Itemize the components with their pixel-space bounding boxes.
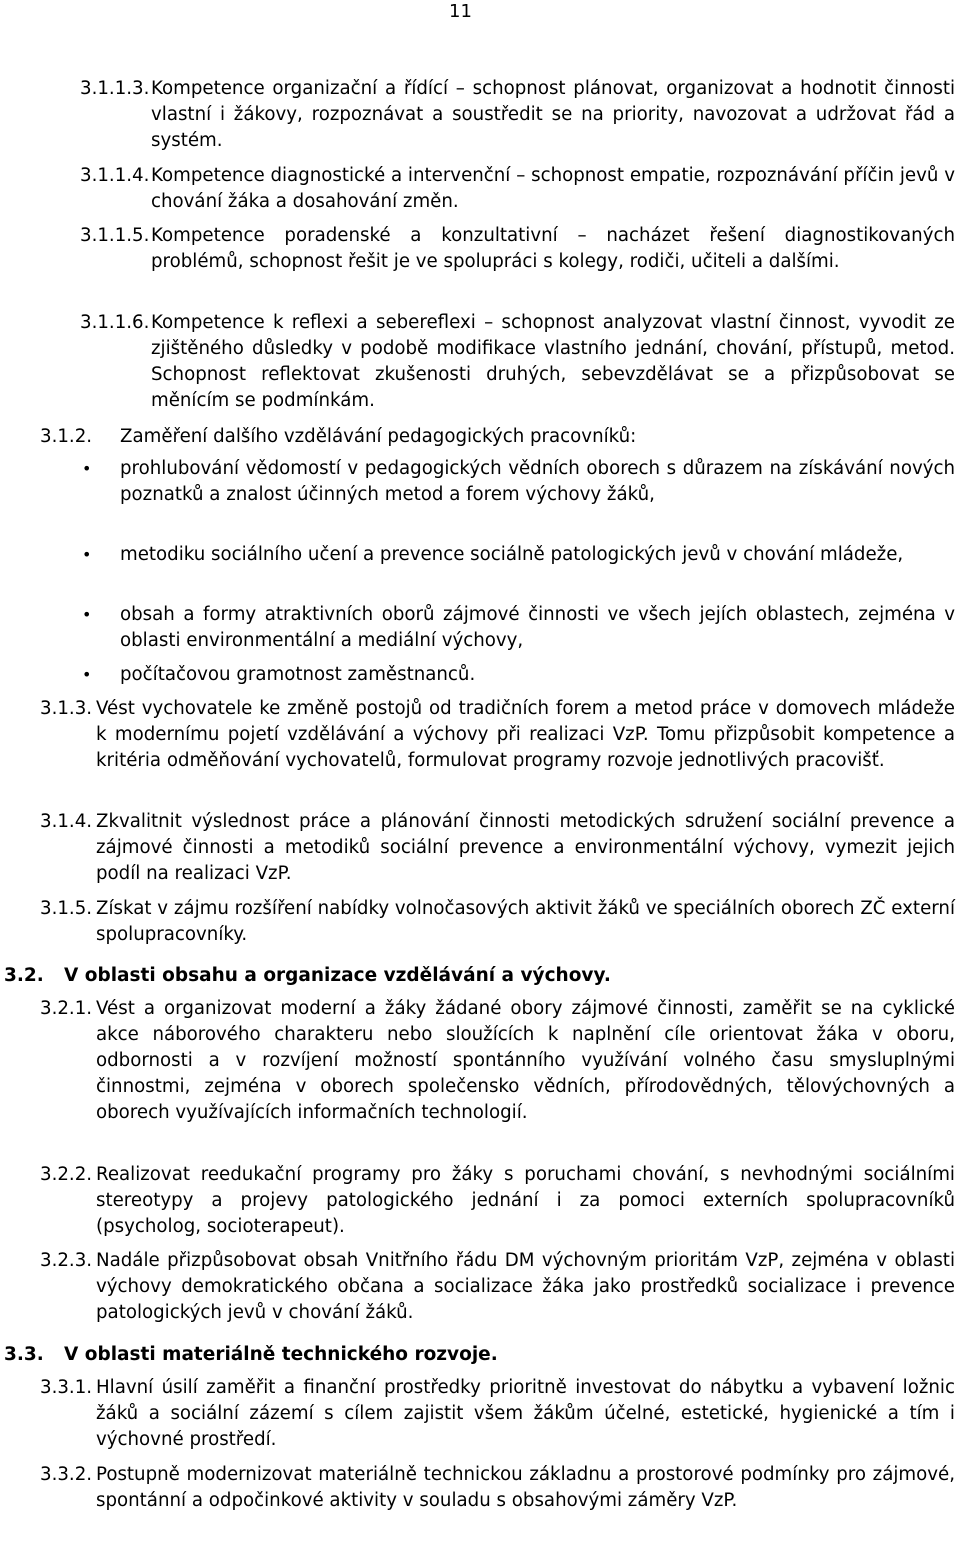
section-text: Získat v zájmu rozšíření nabídky volnočasových aktivit žáků ve speciálních oborech ZČ externí spolupracovníky.	[96, 898, 955, 945]
section-text: Vést a organizovat moderní a žáky žádané obory zájmové činnosti, zaměřit se na cyklické akce náborového charakteru nebo sloužících k naplnění cíle orientovat žáka v oboru, odbornosti a v rozvíjení možností spontánního využívání volného času smysluplnými činnostmi, zejména v oborech společensko vědních, přírodovědných, tělovýchovných a oborech využívajících informačních technologií.	[96, 998, 955, 1123]
section-3-2-1	[40, 996, 955, 1126]
section-text: Hlavní úsilí zaměřit a finanční prostředky prioritně investovat do nábytku a vybavení ložnic žáků a sociální zázemí s cílem zajistit všem žákům účelné, estetické, hygienické a tím i výchovné prostředí.	[96, 1377, 955, 1450]
section-number: 3.3.2.	[40, 1464, 93, 1485]
section-3-1-1-3	[80, 76, 955, 154]
list-item	[82, 602, 955, 654]
bullet-icon: •	[82, 545, 92, 564]
section-text: Kompetence poradenské a konzultativní – nacházet řešení diagnostikovaných problémů, schopnost řešit je ve spolupráci s kolegy, rodiči, učiteli a dalšími.	[151, 225, 955, 272]
section-3-1-5	[40, 896, 955, 948]
section-3-2-3	[40, 1248, 955, 1326]
heading-text: V oblasti obsahu a organizace vzdělávání a výchovy.	[64, 965, 611, 986]
section-3-1-1-6	[80, 310, 955, 414]
section-text: Kompetence organizační a řídící – schopnost plánovat, organizovat a hodnotit činnosti vlastní i žákovy, rozpoznávat a soustředit se na priority, navozovat a udržovat řád a systém.	[151, 78, 955, 151]
section-number: 3.2.3.	[40, 1250, 93, 1271]
section-3-1-1-4	[80, 163, 955, 215]
section-text: Nadále přizpůsobovat obsah Vnitřního řádu DM výchovným prioritám VzP, zejména v oblasti výchovy demokratického občana a socializace žáka jako prostředků socializace i prevence patologických jevů v chování žáků.	[96, 1250, 955, 1323]
heading-3-2	[4, 963, 611, 989]
page-number: 11	[449, 1, 472, 22]
list-item-text: obsah a formy atraktivních oborů zájmové činnosti ve všech jejích oblastech, zejména v oblasti environmentální a mediální výchovy,	[120, 604, 955, 651]
bullet-icon: •	[82, 605, 92, 624]
section-text: Postupně modernizovat materiálně technickou základnu a prostorové podmínky pro zájmové, spontánní a odpočinkové aktivity v souladu s obsahovými záměry VzP.	[96, 1464, 955, 1511]
section-3-3-1	[40, 1375, 955, 1453]
list-item-text: prohlubování vědomostí v pedagogických vědních oborech s důrazem na získávání nových poznatků a znalost účinných metod a forem výchovy žáků,	[120, 458, 955, 505]
section-number: 3.1.2.	[40, 426, 93, 447]
list-item	[82, 542, 955, 568]
section-number: 3.3.1.	[40, 1377, 93, 1398]
bullet-icon: •	[82, 459, 92, 478]
section-text: Realizovat reedukační programy pro žáky s poruchami chování, s nevhodnými sociálními stereotypy a projevy patologického jednání i za pomoci externích spolupracovníků (psycholog, socioterapeut).	[96, 1164, 955, 1237]
list-item-text: metodiku sociálního učení a prevence sociálně patologických jevů v chování mládeže,	[120, 544, 904, 565]
section-number: 3.1.1.5.	[80, 225, 150, 246]
section-3-1-3	[40, 696, 955, 774]
heading-3-3	[4, 1342, 498, 1368]
section-text: Kompetence k reflexi a sebereflexi – schopnost analyzovat vlastní činnost, vyvodit ze zjištěného důsledky v podobě modifikace vlastního jednání, chování, přístupů, metod. Schopnost reflektovat zkušenosti druhých, sebevzdělávat se a přizpůsobovat se měnícím se podmínkám.	[151, 312, 955, 411]
section-3-1-4	[40, 809, 955, 887]
section-text: Kompetence diagnostické a intervenční – schopnost empatie, rozpoznávání příčin jevů v chování žáka a dosahování změn.	[151, 165, 955, 212]
bullet-icon: •	[82, 665, 92, 684]
heading-number: 3.2.	[4, 965, 44, 986]
heading-number: 3.3.	[4, 1344, 44, 1365]
section-3-1-1-5	[80, 223, 955, 275]
section-number: 3.1.1.3.	[80, 78, 150, 99]
section-number: 3.2.1.	[40, 998, 93, 1019]
section-3-1-2	[40, 424, 955, 450]
section-text: Zaměření dalšího vzdělávání pedagogických pracovníků:	[120, 426, 637, 447]
list-item-text: počítačovou gramotnost zaměstnanců.	[120, 664, 476, 685]
section-number: 3.1.5.	[40, 898, 93, 919]
section-number: 3.1.4.	[40, 811, 93, 832]
section-number: 3.1.1.4.	[80, 165, 150, 186]
section-3-2-2	[40, 1162, 955, 1240]
section-text: Zkvalitnit výslednost práce a plánování činnosti metodických sdružení sociální prevence a zájmové činnosti a metodiků sociální prevence a environmentální výchovy, vymezit jejich podíl na realizaci VzP.	[96, 811, 955, 884]
section-3-3-2	[40, 1462, 955, 1514]
section-number: 3.2.2.	[40, 1164, 93, 1185]
section-number: 3.1.3.	[40, 698, 93, 719]
heading-text: V oblasti materiálně technického rozvoje.	[64, 1344, 498, 1365]
section-number: 3.1.1.6.	[80, 312, 150, 333]
list-item	[82, 662, 955, 688]
section-text: Vést vychovatele ke změně postojů od tradičních forem a metod práce v domovech mládeže k modernímu pojetí vzdělávání a výchovy při realizaci VzP. Tomu přizpůsobit kompetence a kritéria odměňování vychovatelů, formulovat programy rozvoje jednotlivých pracovišť.	[96, 698, 955, 771]
list-item	[82, 456, 955, 508]
